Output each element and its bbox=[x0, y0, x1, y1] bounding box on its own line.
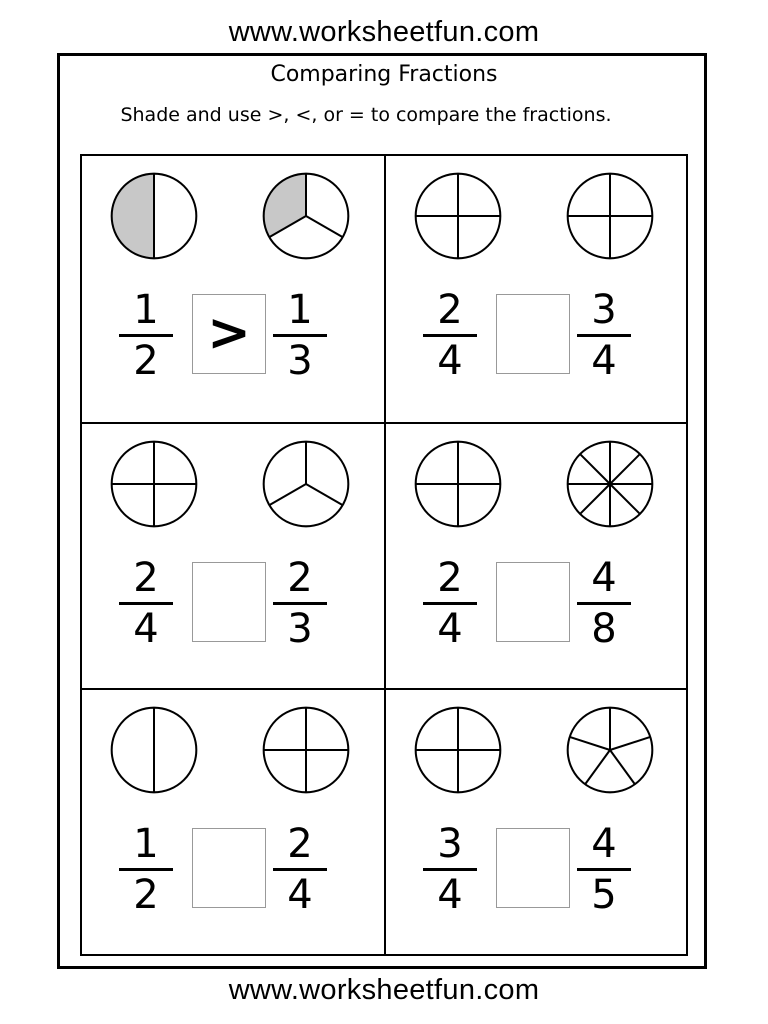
division-line bbox=[610, 454, 640, 484]
numerator: 2 bbox=[287, 555, 313, 601]
left-fraction bbox=[116, 288, 176, 383]
problem-cell bbox=[384, 422, 686, 688]
right-fraction-circle bbox=[260, 170, 352, 262]
left-fraction bbox=[420, 556, 480, 651]
right-fraction-circle bbox=[564, 704, 656, 796]
numerator: 3 bbox=[591, 287, 617, 333]
numerator: 3 bbox=[437, 821, 463, 867]
comparison-answer-box[interactable] bbox=[496, 294, 570, 374]
numerator: 2 bbox=[437, 287, 463, 333]
right-fraction bbox=[574, 556, 634, 651]
fraction-bar bbox=[119, 602, 173, 605]
problem-cell bbox=[82, 688, 384, 954]
numerator: 2 bbox=[437, 555, 463, 601]
fraction-bar bbox=[119, 334, 173, 337]
left-fraction bbox=[420, 288, 480, 383]
division-line bbox=[580, 454, 610, 484]
fraction-bar bbox=[423, 868, 477, 871]
denominator: 2 bbox=[133, 872, 159, 918]
problem-grid bbox=[80, 154, 688, 956]
division-line bbox=[306, 216, 343, 237]
denominator: 5 bbox=[591, 872, 617, 918]
problem-cell bbox=[384, 688, 686, 954]
right-fraction bbox=[270, 556, 330, 651]
problem-cell bbox=[82, 156, 384, 422]
right-fraction-circle bbox=[564, 170, 656, 262]
comparison-answer-box[interactable] bbox=[496, 828, 570, 908]
left-fraction-circle bbox=[108, 170, 200, 262]
denominator: 3 bbox=[287, 606, 313, 652]
numerator: 1 bbox=[133, 287, 159, 333]
comparison-answer-box[interactable] bbox=[192, 828, 266, 908]
denominator: 3 bbox=[287, 338, 313, 384]
division-line bbox=[610, 484, 640, 514]
fraction-bar bbox=[423, 334, 477, 337]
right-fraction bbox=[574, 288, 634, 383]
denominator: 4 bbox=[437, 338, 463, 384]
left-fraction-circle bbox=[412, 704, 504, 796]
fraction-bar bbox=[423, 602, 477, 605]
denominator: 4 bbox=[437, 606, 463, 652]
numerator: 4 bbox=[591, 555, 617, 601]
left-fraction-circle bbox=[108, 438, 200, 530]
numerator: 2 bbox=[133, 555, 159, 601]
division-line bbox=[610, 737, 650, 750]
shaded-part bbox=[112, 174, 154, 259]
denominator: 4 bbox=[133, 606, 159, 652]
right-fraction bbox=[270, 822, 330, 917]
fraction-bar bbox=[577, 868, 631, 871]
division-line bbox=[580, 484, 610, 514]
left-fraction bbox=[116, 822, 176, 917]
left-fraction bbox=[116, 556, 176, 651]
website-url-top: www.worksheetfun.com bbox=[228, 16, 540, 48]
division-line bbox=[306, 484, 343, 505]
page-title: Comparing Fractions bbox=[270, 62, 498, 87]
division-line bbox=[269, 484, 306, 505]
denominator: 8 bbox=[591, 606, 617, 652]
right-fraction-circle bbox=[260, 704, 352, 796]
comparison-answer-box[interactable] bbox=[192, 562, 266, 642]
website-url-bottom: www.worksheetfun.com bbox=[228, 974, 540, 1006]
denominator: 2 bbox=[133, 338, 159, 384]
left-fraction bbox=[420, 822, 480, 917]
fraction-bar bbox=[273, 334, 327, 337]
right-fraction bbox=[270, 288, 330, 383]
division-line bbox=[585, 750, 610, 784]
numerator: 1 bbox=[287, 287, 313, 333]
comparison-answer-box[interactable]: > bbox=[192, 294, 266, 374]
right-fraction bbox=[574, 822, 634, 917]
denominator: 4 bbox=[287, 872, 313, 918]
division-line bbox=[570, 737, 610, 750]
fraction-bar bbox=[273, 868, 327, 871]
fraction-bar bbox=[119, 868, 173, 871]
problem-cell bbox=[384, 156, 686, 422]
fraction-bar bbox=[577, 602, 631, 605]
left-fraction-circle bbox=[412, 438, 504, 530]
fraction-bar bbox=[577, 334, 631, 337]
fraction-bar bbox=[273, 602, 327, 605]
left-fraction-circle bbox=[108, 704, 200, 796]
instructions: Shade and use >, <, or = to compare the fractions. bbox=[120, 104, 612, 126]
numerator: 1 bbox=[133, 821, 159, 867]
problem-cell bbox=[82, 422, 384, 688]
numerator: 2 bbox=[287, 821, 313, 867]
comparison-answer-box[interactable] bbox=[496, 562, 570, 642]
numerator: 4 bbox=[591, 821, 617, 867]
right-fraction-circle bbox=[260, 438, 352, 530]
denominator: 4 bbox=[437, 872, 463, 918]
division-line bbox=[610, 750, 635, 784]
right-fraction-circle bbox=[564, 438, 656, 530]
left-fraction-circle bbox=[412, 170, 504, 262]
denominator: 4 bbox=[591, 338, 617, 384]
